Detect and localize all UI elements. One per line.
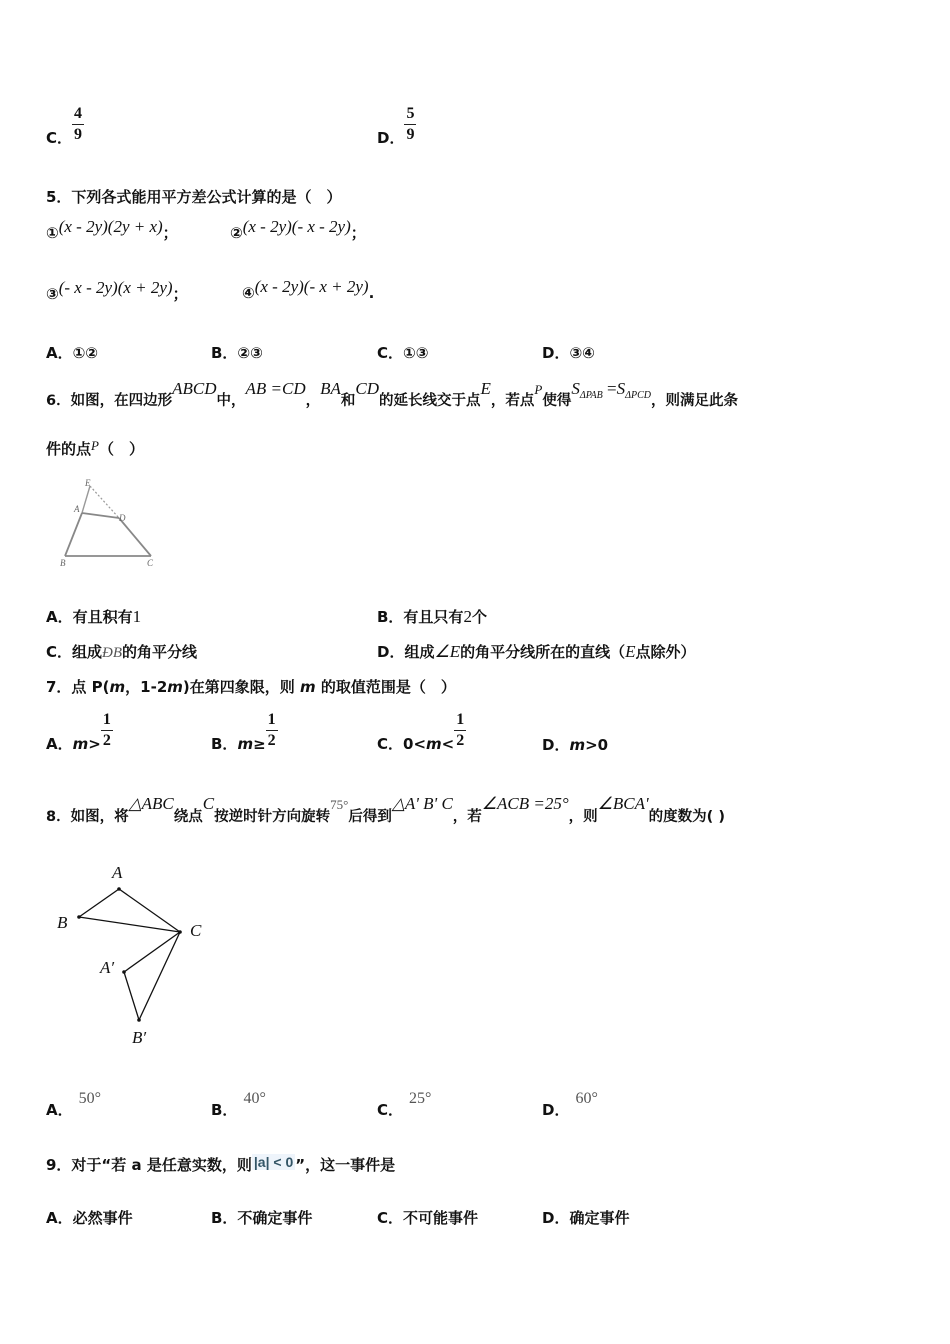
- q6-fig-edge-ed: [90, 486, 119, 518]
- q5-expr-1: ①(x - 2y)(2y + x)；: [46, 217, 178, 242]
- q5-option-b[interactable]: B．②③: [211, 344, 263, 362]
- q8-fig-label-b1: B′: [132, 1028, 147, 1047]
- q8-fig-label-b: B: [57, 913, 68, 932]
- q5-stem: 5．下列各式能用平方差公式计算的是（ ）: [46, 188, 342, 206]
- q9-option-c[interactable]: C．不可能事件: [377, 1209, 479, 1227]
- q8-fig-point-a: [117, 887, 121, 891]
- q6-fig-label-a: A: [74, 504, 80, 514]
- q7-a-fraction: $\frac{1}{2}$: [102, 711, 111, 749]
- q8-fig-edge-a1b1: [124, 972, 139, 1020]
- q7-stem: 7．点 P(m，1-2m)在第四象限，则 m 的取值范围是（ ）: [46, 678, 456, 696]
- q7-option-a[interactable]: A．m> $\frac{1}{2}$: [46, 711, 111, 753]
- q6-figure: [55, 478, 165, 570]
- q5-expr-3: ③(- x - 2y)(x + 2y)；: [46, 278, 188, 303]
- q8-option-c[interactable]: C．25°: [377, 1090, 432, 1119]
- q7-option-c[interactable]: C．0<m< $\frac{1}{2}$: [377, 711, 465, 753]
- q7-option-d[interactable]: D．m>0: [542, 736, 609, 754]
- q5-option-d[interactable]: D．③④: [542, 344, 595, 362]
- q5-expr-2: ②(x - 2y)(- x - 2y)；: [230, 217, 366, 242]
- q6-fig-edge-ab: [65, 513, 82, 556]
- q9-option-a[interactable]: A．必然事件: [46, 1209, 133, 1227]
- q8-fig-edge-bc: [79, 917, 180, 932]
- q8-fig-label-a1: A′: [100, 958, 115, 977]
- q6-fig-label-d: D: [119, 513, 126, 523]
- q8-option-b[interactable]: B．40°: [211, 1090, 266, 1119]
- q5-option-a[interactable]: A．①②: [46, 344, 99, 362]
- q7-b-fraction: $\frac{1}{2}$: [267, 711, 276, 749]
- q8-fig-label-a: A: [112, 863, 123, 882]
- q7-option-b[interactable]: B．m≥ $\frac{1}{2}$: [211, 711, 276, 753]
- q8-fig-point-a1: [122, 970, 126, 974]
- q6-option-a[interactable]: A．有且积有1: [46, 607, 142, 626]
- q8-figure: [50, 858, 220, 1058]
- q6-fig-label-c: C: [147, 558, 154, 568]
- q8-option-a[interactable]: A．50°: [46, 1090, 102, 1119]
- q9-option-d[interactable]: D．确定事件: [542, 1209, 630, 1227]
- q6-fig-edge-ad: [82, 513, 119, 518]
- q8-fig-point-c: [178, 930, 182, 934]
- q5-expr-4: ④(x - 2y)(- x + 2y).: [242, 277, 375, 302]
- q6-stem-line2: 件的点P（ ）: [46, 438, 144, 458]
- q6-fig-label-b: B: [60, 558, 66, 568]
- q8-fig-edge-b1c: [139, 932, 180, 1020]
- q4-option-c-fraction: $\frac{4}{9}$: [74, 105, 83, 143]
- q8-fig-label-c: C: [190, 921, 202, 940]
- q8-fig-edge-a1c: [124, 932, 180, 972]
- q8-fig-edge-ab: [79, 889, 119, 917]
- q7-c-fraction: $\frac{1}{2}$: [456, 711, 465, 749]
- q4-option-d-fraction: $\frac{5}{9}$: [406, 105, 415, 143]
- q6-option-b[interactable]: B．有且只有2个: [377, 607, 487, 626]
- q6-fig-edge-ea: [82, 486, 90, 513]
- q8-fig-point-b1: [137, 1018, 141, 1022]
- q6-option-d[interactable]: D．组成∠E的角平分线所在的直线（E点除外）: [377, 642, 696, 661]
- q6-fig-label-e: E: [85, 478, 91, 488]
- q5-option-c[interactable]: C．①③: [377, 344, 429, 362]
- q6-stem-line1: 6．如图，在四边形ABCD中，AB =CD，BA和CD的延长线交于点E，若点P使得$S_{\Delta PAB} =S_{\Delta PCD}$，则满足此条: [46, 379, 738, 409]
- q8-stem: 8．如图，将△ABC绕点C按逆时针方向旋转75°后得到△A' B' C，若∠ACB =25°，则∠BCA'的度数为( ): [46, 794, 725, 825]
- q6-option-c[interactable]: C．组成ÐB的角平分线: [46, 643, 198, 661]
- q4-option-c: C． $\frac{4}{9}$: [46, 105, 83, 147]
- q4-option-d: D． $\frac{5}{9}$: [377, 105, 415, 147]
- q9-stem: 9．对于“若 a 是任意实数，则 |a| < 0 ”，这一事件是: [46, 1154, 396, 1174]
- q8-option-d[interactable]: D．60°: [542, 1090, 598, 1119]
- q8-fig-edge-ac: [119, 889, 180, 932]
- q9-option-b[interactable]: B．不确定事件: [211, 1209, 313, 1227]
- q6-fig-edge-dc: [119, 518, 151, 556]
- q9-expression: |a| < 0: [253, 1154, 294, 1170]
- q8-fig-point-b: [77, 915, 81, 919]
